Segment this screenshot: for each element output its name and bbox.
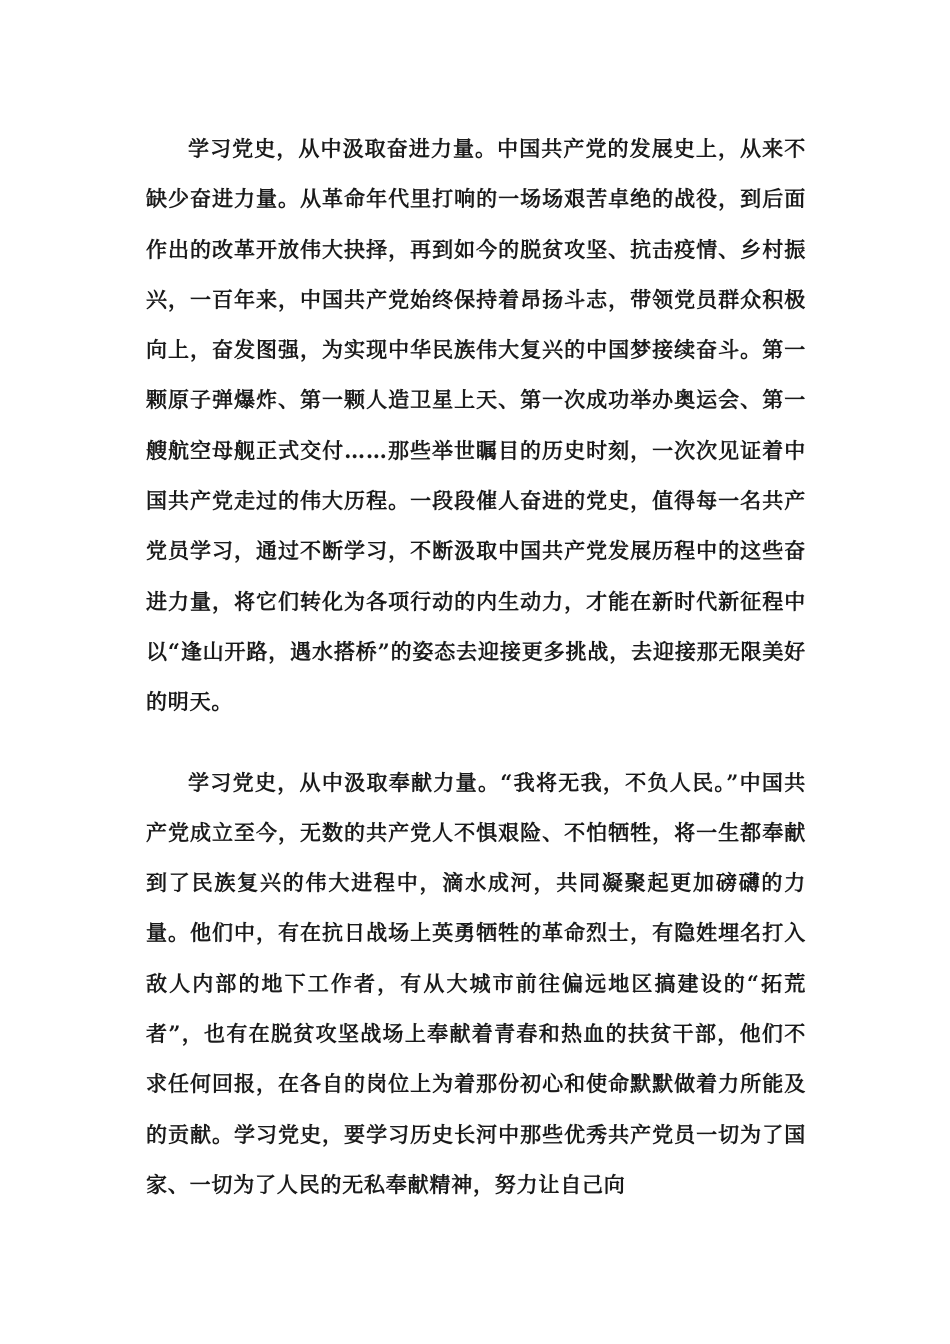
document-body — [146, 124, 806, 1210]
paragraph-dedication-strength: 学习党史，从中汲取奉献力量。“我将无我，不负人民。”中国共产党成立至今，无数的共产党人不惧艰险、不怕牺牲，将一生都奉献到了民族复兴的伟大进程中，滴水成河，共同凝聚起更加磅礴的力量。他们中，有在抗日战场上英勇牺牲的革命烈士，有隐姓埋名打入敌人内部的地下工作者，有从大城市前往偏远地区搞建设的“拓荒者”，也有在脱贫攻坚战场上奉献着青春和热血的扶贫干部，他们不求任何回报，在各自的岗位上为着那份初心和使命默默做着力所能及的贡献。学习党史，要学习历史长河中那些优秀共产党员一切为了国家、一切为了人民的无私奉献精神，努力让自己向 — [146, 769, 806, 1197]
paragraph-striving-strength: 学习党史，从中汲取奋进力量。中国共产党的发展史上，从来不缺少奋进力量。从革命年代里打响的一场场艰苦卓绝的战役，到后面作出的改革开放伟大抉择，再到如今的脱贫攻坚、抗击疫情、乡村振兴，一百年来，中国共产党始终保持着昂扬斗志，带领党员群众积极向上，奋发图强，为实现中华民族伟大复兴的中国梦接续奋斗。第一颗原子弹爆炸、第一颗人造卫星上天、第一次成功举办奥运会、第一艘航空母舰正式交付……那些举世瞩目的历史时刻，一次次见证着中国共产党走过的伟大历程。一段段催人奋进的党史，值得每一名共产党员学习，通过不断学习，不断汲取中国共产党发展历程中的这些奋进力量，将它们转化为各项行动的内生动力，才能在新时代新征程中以“逢山开路，遇水搭桥”的姿态去迎接更多挑战，去迎接那无限美好的明天。 — [146, 136, 806, 715]
